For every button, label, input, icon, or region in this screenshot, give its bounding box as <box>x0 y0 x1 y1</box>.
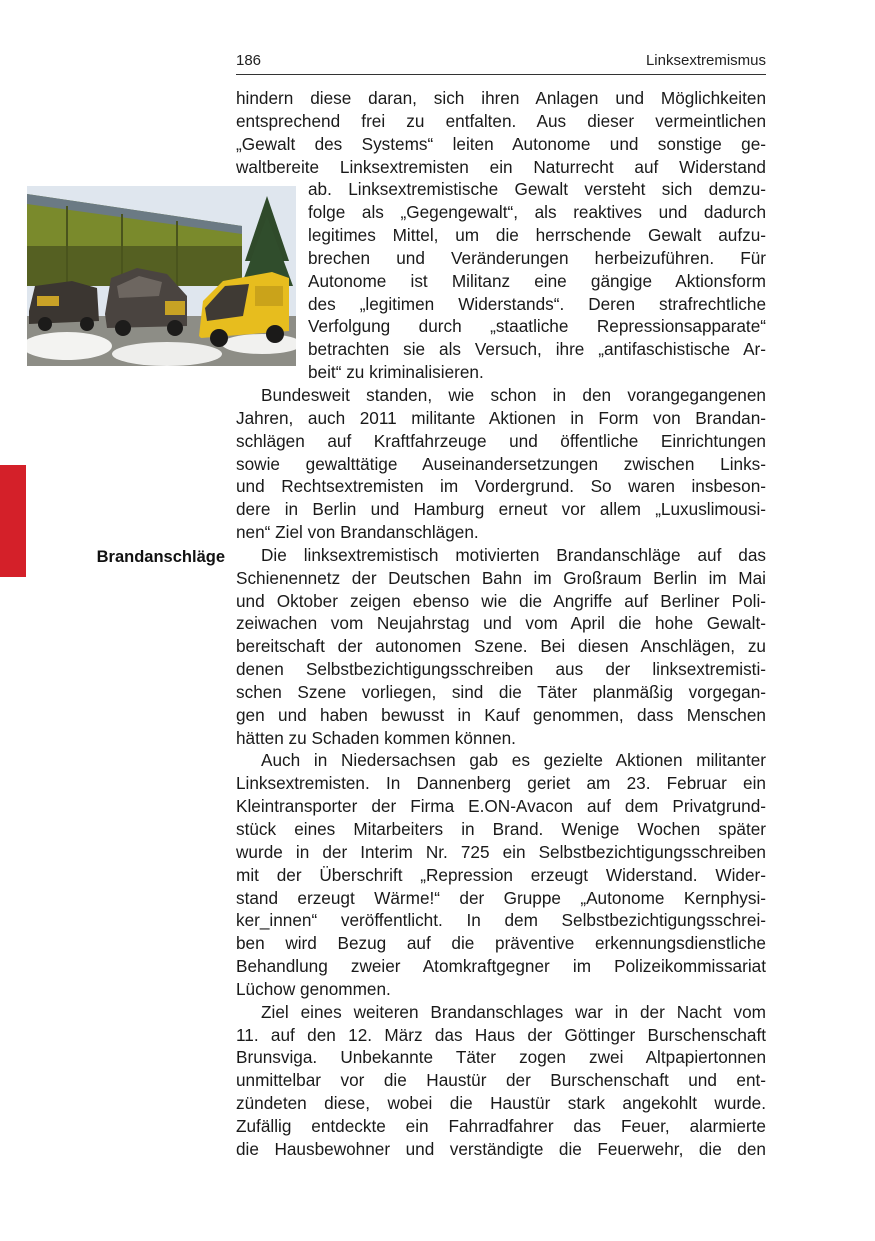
text-line: Jahren, auch 2011 militante Aktionen in Form von Brandan- <box>236 407 766 428</box>
text-line: ab. Linksextremistische Gewalt versteht sich demzu- <box>308 179 766 200</box>
text-line: Zufällig entdeckte ein Fahrradfahrer das Feuer, alarmierte <box>236 1115 766 1136</box>
text-line: bereitschaft der autonomen Szene. Bei diesen Anschlägen, zu <box>236 636 766 657</box>
text-line: folge als „Gegengewalt“, als reaktives und dadurch <box>308 202 766 223</box>
text-line: sowie gewalttätige Auseinandersetzungen zwischen Links- <box>236 453 766 474</box>
text-line: gen und haben bewusst in Kauf genommen, dass Menschen <box>236 704 766 725</box>
text-line: entsprechend frei zu entfalten. Aus dieser vermeintlichen <box>236 110 766 131</box>
text-line: betrachten sie als Versuch, ihre „antifaschistische Ar- <box>308 339 766 360</box>
text-line: nen“ Ziel von Brandanschlägen. <box>236 522 479 543</box>
text-line: hindern diese daran, sich ihren Anlagen und Möglichkeiten <box>236 88 766 108</box>
text-line: denen Selbstbezichtigungsschreiben aus der linksextremisti- <box>236 659 766 680</box>
text-line: Schienennetz der Deutschen Bahn im Großraum Berlin im Mai <box>236 567 766 588</box>
text-line: ker_innen“ veröffentlicht. In dem Selbstbezichtigungsschrei- <box>236 910 766 931</box>
text-line: hätten zu Schaden kommen können. <box>236 727 516 748</box>
text-line: Auch in Niedersachsen gab es gezielte Aktionen militanter <box>261 750 766 771</box>
text-line: Kleintransporter der Firma E.ON-Avacon auf dem Privatgrund- <box>236 796 766 817</box>
text-line: brechen und Veränderungen herbeizuführen. Für <box>308 247 766 268</box>
text-line: Verfolgung durch „staatliche Repressionsapparate“ <box>308 316 766 337</box>
text-line: Brunsviga. Unbekannte Täter zogen zwei Altpapiertonnen <box>236 1047 766 1068</box>
text-line: beit“ zu kriminalisieren. <box>308 362 484 383</box>
text-line: Behandlung zweier Atomkraftgegner im Polizeikommissariat <box>236 956 766 977</box>
text-line: zündeten diese, wobei die Haustür stark angekohlt wurde. <box>236 1093 766 1114</box>
text-line: wurde in der Interim Nr. 725 ein Selbstbezichtigungsschreiben <box>236 841 766 862</box>
text-line: 11. auf den 12. März das Haus der Göttinger Burschenschaft <box>236 1024 766 1045</box>
text-line: unmittelbar vor die Haustür der Burschenschaft und ent- <box>236 1070 766 1091</box>
body-text <box>236 87 766 1161</box>
text-line: waltbereite Linksextremisten ein Naturrecht auf Widerstand <box>236 156 766 177</box>
text-line: legitimes Mittel, um die herrschende Gewalt aufzu- <box>308 225 766 246</box>
text-line: „Gewalt des Systems“ leiten Autonome und sonstige ge- <box>236 133 766 154</box>
text-line: Die linksextremistisch motivierten Brandanschläge auf das <box>261 544 766 565</box>
text-line: die Hausbewohner und verständigte die Feuerwehr, die den <box>236 1138 766 1159</box>
text-line: Autonome ist Militanz eine gängige Aktionsform <box>308 270 766 291</box>
text-line: Ziel eines weiteren Brandanschlages war in der Nacht vom <box>261 1001 766 1022</box>
text-line: dere in Berlin und Hamburg erneut vor allem „Luxuslimousi- <box>236 499 766 520</box>
text-line: schen Szene vorliegen, sind die Täter planmäßig vorgegan- <box>236 681 766 702</box>
margin-heading-brandanschlaege: Brandanschläge <box>96 548 225 566</box>
text-line: mit der Überschrift „Repression erzeugt Widerstand. Wider- <box>236 864 766 885</box>
text-line: des „legitimen Widerstands“. Deren strafrechtliche <box>308 293 766 314</box>
text-line: stück eines Mitarbeiters in Brand. Wenige Wochen später <box>236 819 766 839</box>
text-line: und Rechtsextremisten im Vordergrund. So waren insbeson- <box>236 476 766 497</box>
text-line: Lüchow genommen. <box>236 978 391 999</box>
running-title: Linksextremismus <box>645 52 766 69</box>
text-line: zeiwachen vom Neujahrstag und vom April die hohe Gewalt- <box>236 613 766 634</box>
page-number: 186 <box>236 52 262 69</box>
text-line: ben wird Bezug auf die präventive erkennungsdienstliche <box>236 933 766 954</box>
text-line: Linksextremisten. In Dannenberg geriet am 23. Februar ein <box>236 773 766 794</box>
text-line: Bundesweit standen, wie schon in den vorangegangenen <box>261 384 766 405</box>
page-header <box>236 50 766 75</box>
text-line: stand erzeugt Wärme!“ der Gruppe „Autonome Kernphysi- <box>236 887 766 908</box>
text-line: schlägen auf Kraftfahrzeuge und öffentliche Einrichtungen <box>236 430 766 451</box>
text-line: und Oktober zeigen ebenso wie die Angriffe auf Berliner Poli- <box>236 590 766 611</box>
chapter-tab-marker <box>0 465 26 577</box>
